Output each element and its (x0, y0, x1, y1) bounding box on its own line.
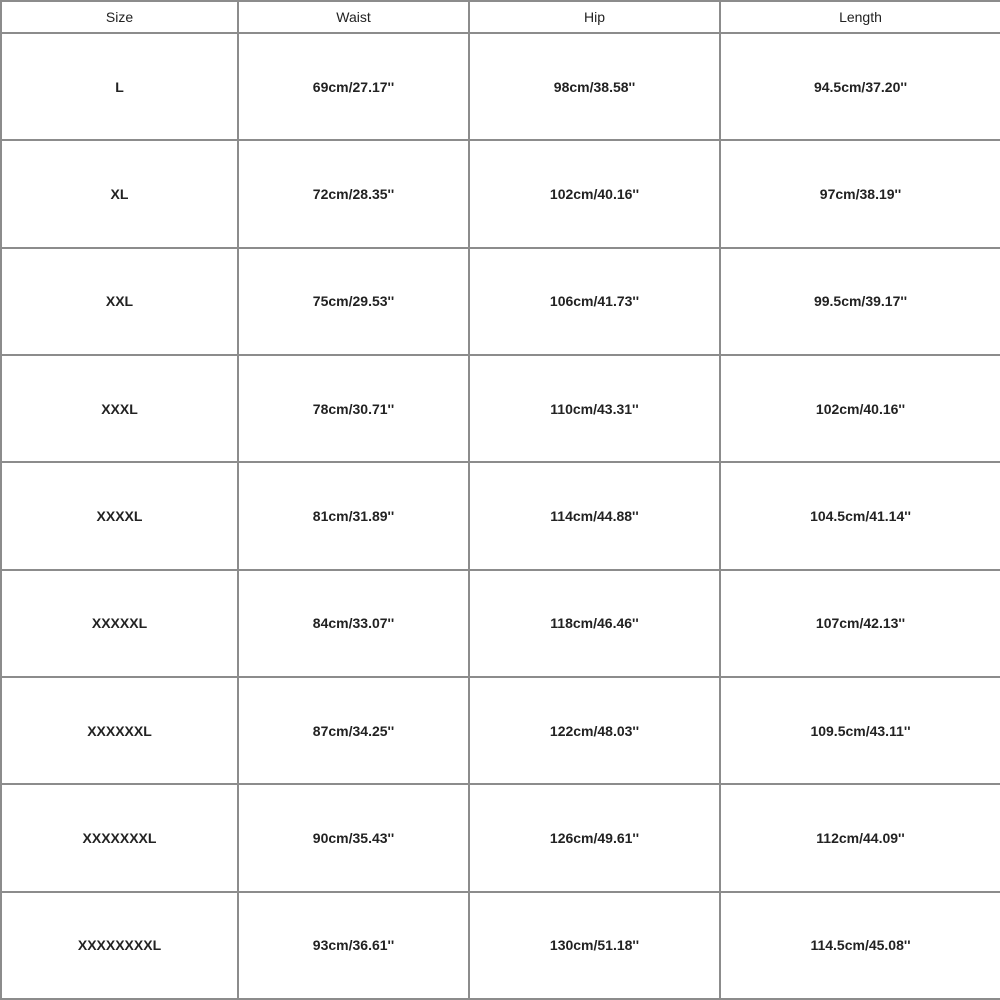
cell-hip: 126cm/49.61'' (469, 784, 720, 891)
header-length: Length (720, 1, 1000, 33)
table-row (1, 570, 1000, 677)
cell-length: 99.5cm/39.17'' (720, 248, 1000, 355)
cell-waist: 84cm/33.07'' (238, 570, 469, 677)
header-waist: Waist (238, 1, 469, 33)
header-size: Size (1, 1, 238, 33)
cell-size: L (1, 33, 238, 140)
cell-length: 109.5cm/43.11'' (720, 677, 1000, 784)
table-body (1, 33, 1000, 999)
cell-hip: 114cm/44.88'' (469, 462, 720, 569)
cell-size: XXXXXXXL (1, 784, 238, 891)
cell-waist: 87cm/34.25'' (238, 677, 469, 784)
cell-waist: 90cm/35.43'' (238, 784, 469, 891)
header-row (1, 1, 1000, 33)
cell-length: 102cm/40.16'' (720, 355, 1000, 462)
table-header (1, 1, 1000, 33)
cell-size: XXXXL (1, 462, 238, 569)
cell-hip: 122cm/48.03'' (469, 677, 720, 784)
cell-length: 94.5cm/37.20'' (720, 33, 1000, 140)
cell-length: 107cm/42.13'' (720, 570, 1000, 677)
cell-waist: 75cm/29.53'' (238, 248, 469, 355)
cell-hip: 106cm/41.73'' (469, 248, 720, 355)
cell-hip: 130cm/51.18'' (469, 892, 720, 999)
header-hip: Hip (469, 1, 720, 33)
cell-size: XXL (1, 248, 238, 355)
cell-waist: 69cm/27.17'' (238, 33, 469, 140)
cell-hip: 118cm/46.46'' (469, 570, 720, 677)
cell-waist: 72cm/28.35'' (238, 140, 469, 247)
cell-hip: 110cm/43.31'' (469, 355, 720, 462)
cell-waist: 78cm/30.71'' (238, 355, 469, 462)
cell-size: XXXXXXXXL (1, 892, 238, 999)
cell-waist: 81cm/31.89'' (238, 462, 469, 569)
table-row (1, 892, 1000, 999)
table-row (1, 355, 1000, 462)
cell-size: XXXXXXL (1, 677, 238, 784)
cell-length: 114.5cm/45.08'' (720, 892, 1000, 999)
cell-hip: 102cm/40.16'' (469, 140, 720, 247)
table-row (1, 33, 1000, 140)
cell-length: 97cm/38.19'' (720, 140, 1000, 247)
table-row (1, 248, 1000, 355)
cell-size: XL (1, 140, 238, 247)
cell-length: 104.5cm/41.14'' (720, 462, 1000, 569)
table-row (1, 784, 1000, 891)
table-row (1, 140, 1000, 247)
cell-size: XXXL (1, 355, 238, 462)
cell-waist: 93cm/36.61'' (238, 892, 469, 999)
cell-hip: 98cm/38.58'' (469, 33, 720, 140)
cell-length: 112cm/44.09'' (720, 784, 1000, 891)
table-row (1, 677, 1000, 784)
cell-size: XXXXXL (1, 570, 238, 677)
table-row (1, 462, 1000, 569)
